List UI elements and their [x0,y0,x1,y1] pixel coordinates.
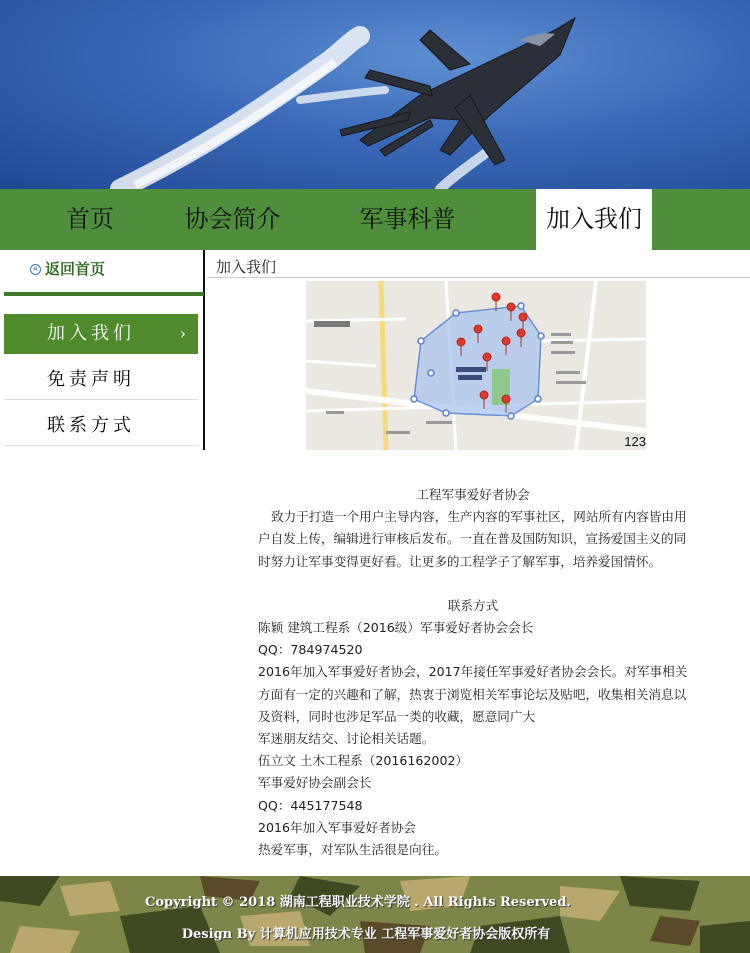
article [258,484,688,861]
contact-line: QQ：445177548 [258,797,363,813]
contact-line: 热爱军事，对军队生活很是向往。 [258,842,447,858]
chevron-right-icon: › [179,324,186,343]
sidebar-item-label: 加入我们 [47,323,135,344]
nav-about[interactable]: 协会简介 [184,205,281,233]
nav-home[interactable]: 首页 [66,205,114,233]
contact-line: 军事爱好协会副会长 [258,775,372,791]
map-label: 123 [624,434,646,449]
campus-map[interactable] [306,281,646,450]
arrow-left-circle-icon: « [30,264,41,275]
article-intro: 致力于打造一个用户主导内容，生产内容的军事社区，网站所有内容皆由用户自发上传，编辑进行审核后发布。一直在普及国防知识，宣扬爱国主义的同时努力让军事变得更好看。让更多的工程学子了解军事，培养爱国情怀。 [258,509,687,569]
page-title: 加入我们 [216,258,277,276]
sidebar-item-disclaimer[interactable] [4,360,198,400]
sidebar [0,250,205,450]
back-home-link[interactable] [30,258,105,279]
sidebar-item-label: 免责声明 [47,369,135,390]
sidebar-item-label: 联系方式 [47,415,135,436]
contact-line: 2016年加入军事爱好者协会，2017年接任军事爱好者协会会长。对军事相关方面有一定的兴趣和了解，热衷于浏览相关军事论坛及贴吧，收集相关消息以及资料，同时也涉足军品一类的收藏，愿意同广大 [258,664,688,724]
map-illustration [306,281,646,450]
nav-military-science[interactable]: 军事科普 [359,205,456,233]
contact-line: 伍立文 土木工程系（2016162002） [258,753,469,769]
contact-line: 2016年加入军事爱好者协会 [258,819,416,835]
spacer [258,573,688,595]
contact-heading: 联系方式 [447,597,499,613]
sidebar-item-join-us[interactable] [4,314,198,354]
main-nav [0,189,750,250]
article-heading: 工程军事爱好者协会 [416,487,530,502]
sidebar-divider [4,292,204,296]
header-banner [0,0,750,189]
footer-copyright: Copyright © 2018 湖南工程职业技术学院 . All Rights Reserved. [145,895,571,910]
fighter-jet-illustration [0,0,750,189]
contact-line: QQ：784974520 [258,642,363,658]
nav-join-us[interactable]: 加入我们 [536,189,652,252]
contact-line: 军迷朋友结交、讨论相关话题。 [258,731,435,747]
footer-design-credit: Design By 计算机应用技术专业 工程军事爱好者协会版权所有 [181,927,551,942]
title-divider [207,277,750,278]
footer [0,876,750,953]
back-home-label: 返回首页 [45,260,106,278]
contact-line: 陈颖 建筑工程系（2016级）军事爱好者协会会长 [258,620,534,636]
sidebar-item-contact[interactable] [4,406,198,446]
